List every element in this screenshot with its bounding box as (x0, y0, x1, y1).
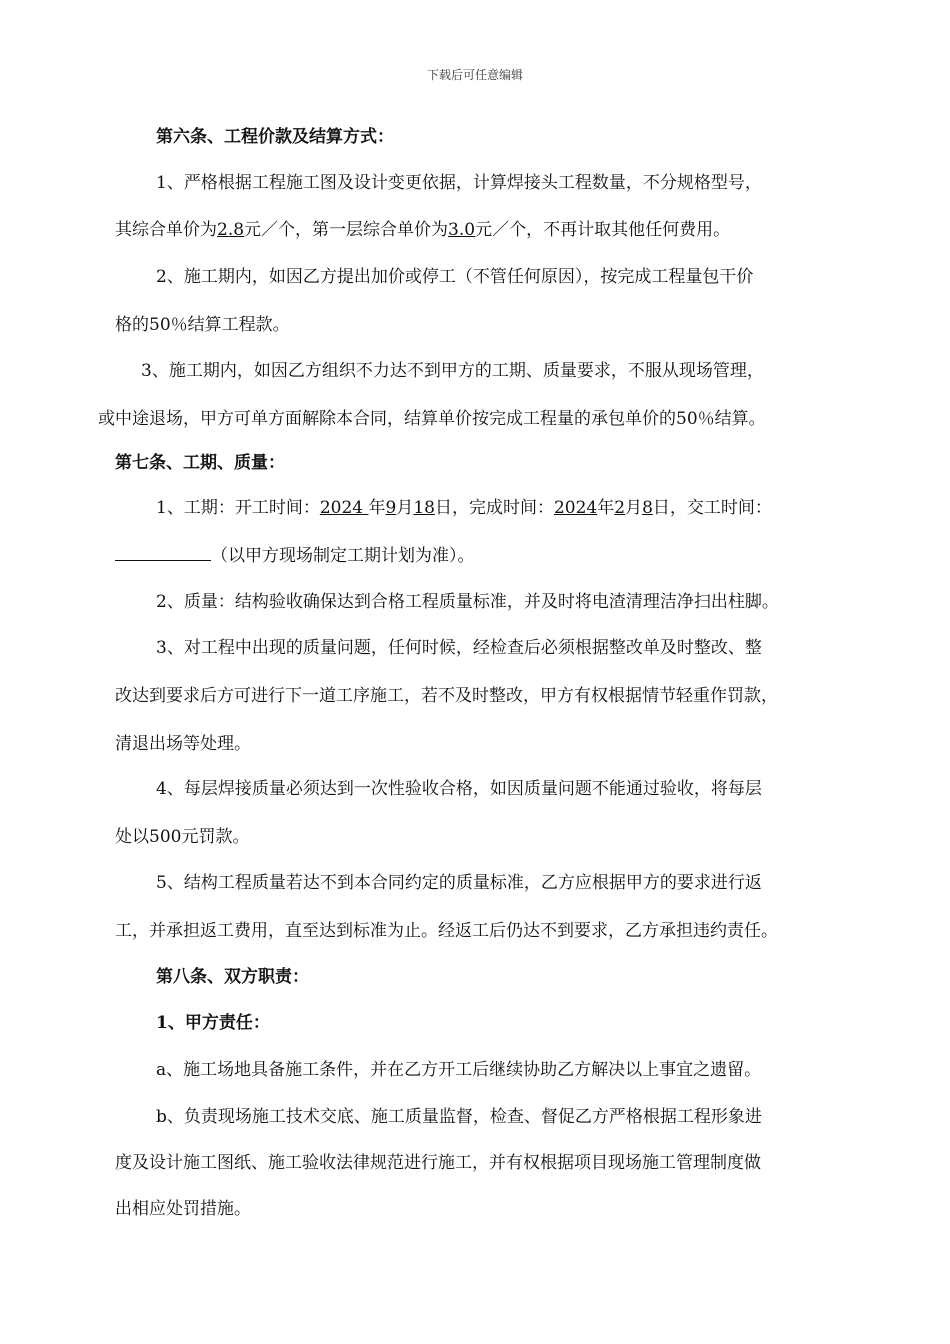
duration-note: （以甲方现场制定工期计划为准）。 (211, 546, 475, 566)
party-a-item-b-line-2: 度及设计施工图纸、施工验收法律规范进行施工，并有权根据项目现场施工管理制度做 (115, 1153, 761, 1173)
article-6-item-3-line-2: 或中途退场，甲方可单方面解除本合同，结算单价按完成工程量的承包单价的50％结算。 (98, 409, 766, 429)
first-floor-unit-price: 3.0 (448, 220, 476, 240)
article-6-item-1-line-1: 1、严格根据工程施工图及设计变更依据，计算焊接头工程数量，不分规格型号， (156, 173, 762, 193)
duration-label: 1、工期：开工时间： (156, 498, 320, 518)
start-year: 2024 (319, 498, 369, 518)
article-7-quality-5-line-2: 工，并承担返工费用，直至达到标准为止。经返工后仍达不到要求，乙方承担违约责任。 (115, 921, 778, 941)
article-6-item-2-line-2: 格的50％结算工程款。 (115, 315, 290, 335)
handover-label: 日，交工时间： (652, 498, 772, 518)
start-day: 18 (413, 498, 435, 518)
end-day: 8 (642, 498, 653, 518)
article-6-title: 第六条、工程价款及结算方式： (156, 127, 394, 147)
article-7-quality-4-line-2: 处以500元罚款。 (115, 827, 250, 847)
article-7-duration-line-1 (156, 497, 772, 519)
party-a-item-b-line-1: b、负责现场施工技术交底、施工质量监督，检查、督促乙方严格根据工程形象进 (156, 1107, 762, 1127)
article-7-quality-5-line-1: 5、结构工程质量若达不到本合同约定的质量标准，乙方应根据甲方的要求进行返 (156, 873, 762, 893)
end-month: 2 (614, 498, 626, 518)
unit-price: 2.8 (217, 220, 245, 240)
handover-date-blank (115, 544, 211, 561)
end-year: 2024 (553, 498, 598, 518)
article-7-title: 第七条、工期、质量： (115, 453, 285, 473)
finish-label: 日，完成时间： (434, 498, 554, 518)
month-char: 月 (625, 498, 643, 518)
article-7-quality-4-line-1: 4、每层焊接质量必须达到一次性验收合格，如因质量问题不能通过验收，将每层 (156, 779, 762, 799)
article-8-title: 第八条、双方职责： (156, 967, 309, 987)
article-6-item-3-line-1: 3、施工期内，如因乙方组织不力达不到甲方的工期、质量要求，不服从现场管理， (141, 361, 764, 381)
article-7-quality-2: 2、质量：结构验收确保达到合格工程质量标准，并及时将电渣清理洁净扫出柱脚。 (156, 592, 779, 612)
price-text-a: 其综合单价为 (115, 220, 217, 240)
party-a-item-b-line-3: 出相应处罚措施。 (115, 1199, 251, 1219)
article-7-quality-3-line-2: 改达到要求后方可进行下一道工序施工，若不及时整改，甲方有权根据情节轻重作罚款， (115, 686, 778, 706)
page-header: 下载后可任意编辑 (426, 68, 523, 82)
month-char: 月 (396, 498, 414, 518)
year-char: 年 (597, 498, 615, 518)
price-text-b: 元／个，第一层综合单价为 (244, 220, 449, 240)
article-6-item-2-line-1: 2、施工期内，如因乙方提出加价或停工（不管任何原因），按完成工程量包干价 (156, 267, 754, 287)
article-7-quality-3-line-3: 清退出场等处理。 (115, 734, 251, 754)
article-6-item-1-line-2 (115, 219, 730, 241)
article-7-quality-3-line-1: 3、对工程中出现的质量问题，任何时候，经检查后必须根据整改单及时整改、整 (156, 638, 762, 658)
price-text-c: 元／个，不再计取其他任何费用。 (475, 220, 731, 240)
start-month: 9 (385, 498, 397, 518)
party-a-responsibility-title: 1、甲方责任： (156, 1013, 270, 1033)
year-char: 年 (368, 498, 386, 518)
article-7-duration-line-2 (115, 544, 475, 567)
party-a-item-a: a、施工场地具备施工条件，并在乙方开工后继续协助乙方解决以上事宜之遗留。 (156, 1060, 762, 1080)
